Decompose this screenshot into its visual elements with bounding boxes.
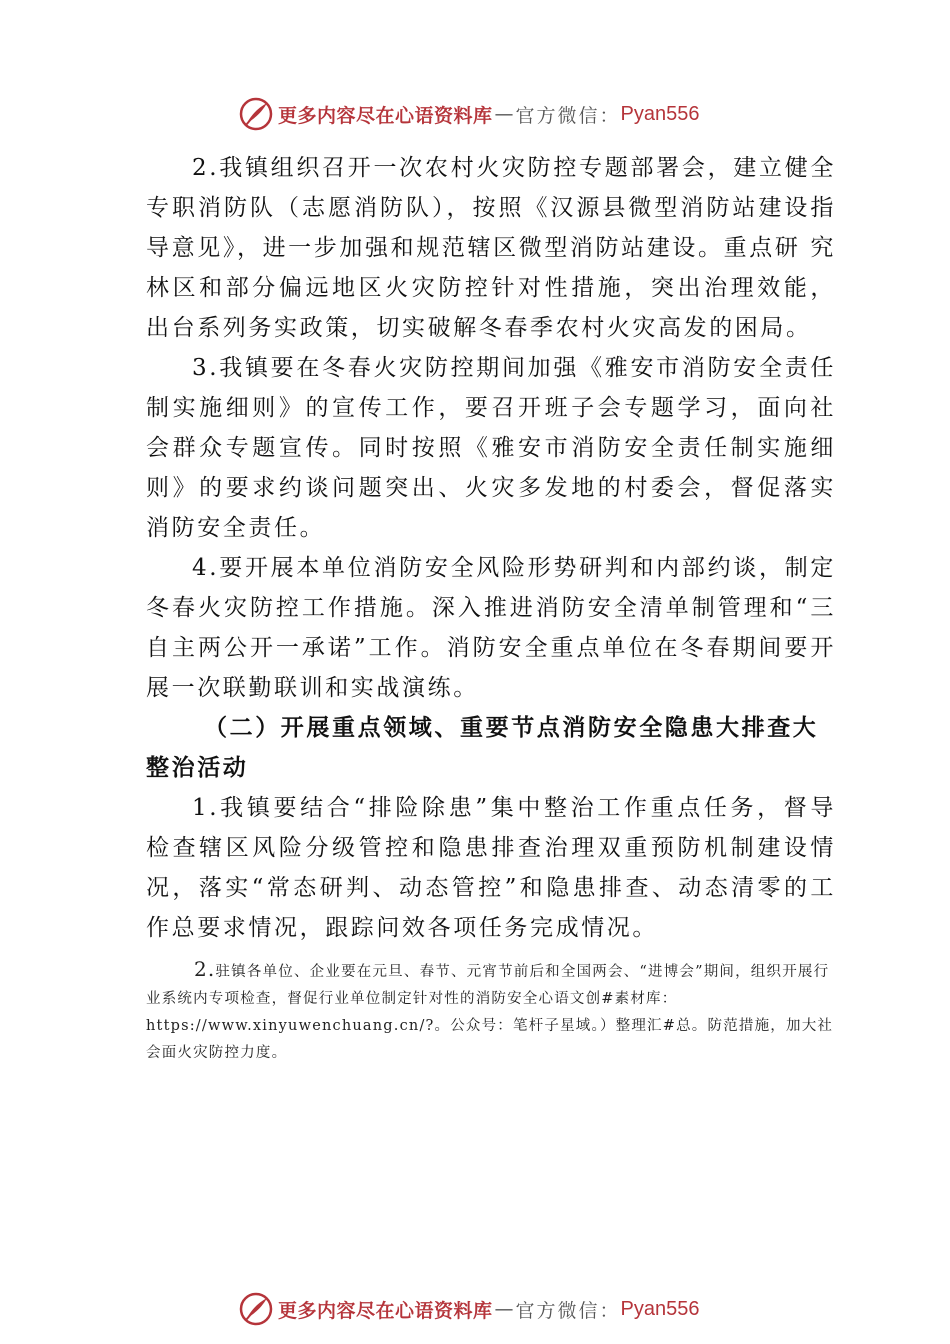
paragraph-subitem-1: 1.我镇要结合“排险除患”集中整治工作重点任务，督导检查辖区风险分级管控和隐患排查治理双重预防机制建设情况，落实“常态研判、动态管控”和隐患排查、动态清零的工作总要求情况，跟踪问效各项任务完成情况。 (146, 795, 836, 941)
document-body (146, 148, 836, 1067)
quill-logo-icon (238, 96, 274, 132)
paragraph-item-4: 4.要开展本单位消防安全风险形势研判和内部约谈，制定冬春火灾防控工作措施。深入推进消防安全清单制管理和“三自主两公开一承诺”工作。消防安全重点单位在冬春期间要开展一次联勤联训和实战演练。 (146, 555, 836, 701)
footer-banner (238, 1289, 700, 1329)
section-heading-2: （二）开展重点领域、重要节点消防安全隐患大排查大整治活动 (146, 714, 819, 781)
quill-logo-icon (238, 1291, 274, 1327)
footer-official-label: 官方微信： (515, 1299, 621, 1322)
paragraph-subitem-2 (146, 956, 836, 1067)
header-banner (238, 94, 700, 134)
footer-separator: — (494, 1298, 514, 1320)
banner-separator: — (494, 103, 514, 125)
banner-brand: 更多内容尽在心语资料库 (278, 104, 493, 127)
footer-wechat-id: Pyan556 (620, 1297, 700, 1320)
subitem-2-number: 2. (194, 957, 216, 981)
paragraph-item-2: 2.我镇组织召开一次农村火灾防控专题部署会，建立健全专职消防队（志愿消防队），按照《汉源县微型消防站建设指导意见》，进一步加强和规范辖区微型消防站建设。重点研 究林区和部分偏远地区火灾防控针对性措施，突出治理效能， 出台系列务实政策，切实破解冬春季农村火灾高发的困局。 (146, 155, 836, 341)
banner-official-label: 官方微信： (515, 104, 621, 127)
banner-wechat-id: Pyan556 (620, 102, 700, 125)
paragraph-item-3: 3.我镇要在冬春火灾防控期间加强《雅安市消防安全责任制实施细则》的宣传工作，要召开班子会专题学习，面向社会群众专题宣传。同时按照《雅安市消防安全责任制实施细则》的要求约谈问题突出、火灾多发地的村委会，督促落实消防安全责任。 (146, 355, 836, 541)
footer-brand: 更多内容尽在心语资料库 (278, 1299, 493, 1322)
subitem-2-text: 驻镇各单位、企业要在元旦、春节、元宵节前后和全国两会、“进博会”期间，组织开展行业系统内专项检查，督促行业单位制定针对性的消防安全心语文创#素材库：https://www.xinyuwenchuang.cn/?。公众号：笔杆子星域。）整理汇#总。防范措施，加大社会面火灾防控力度。 (146, 964, 834, 1061)
